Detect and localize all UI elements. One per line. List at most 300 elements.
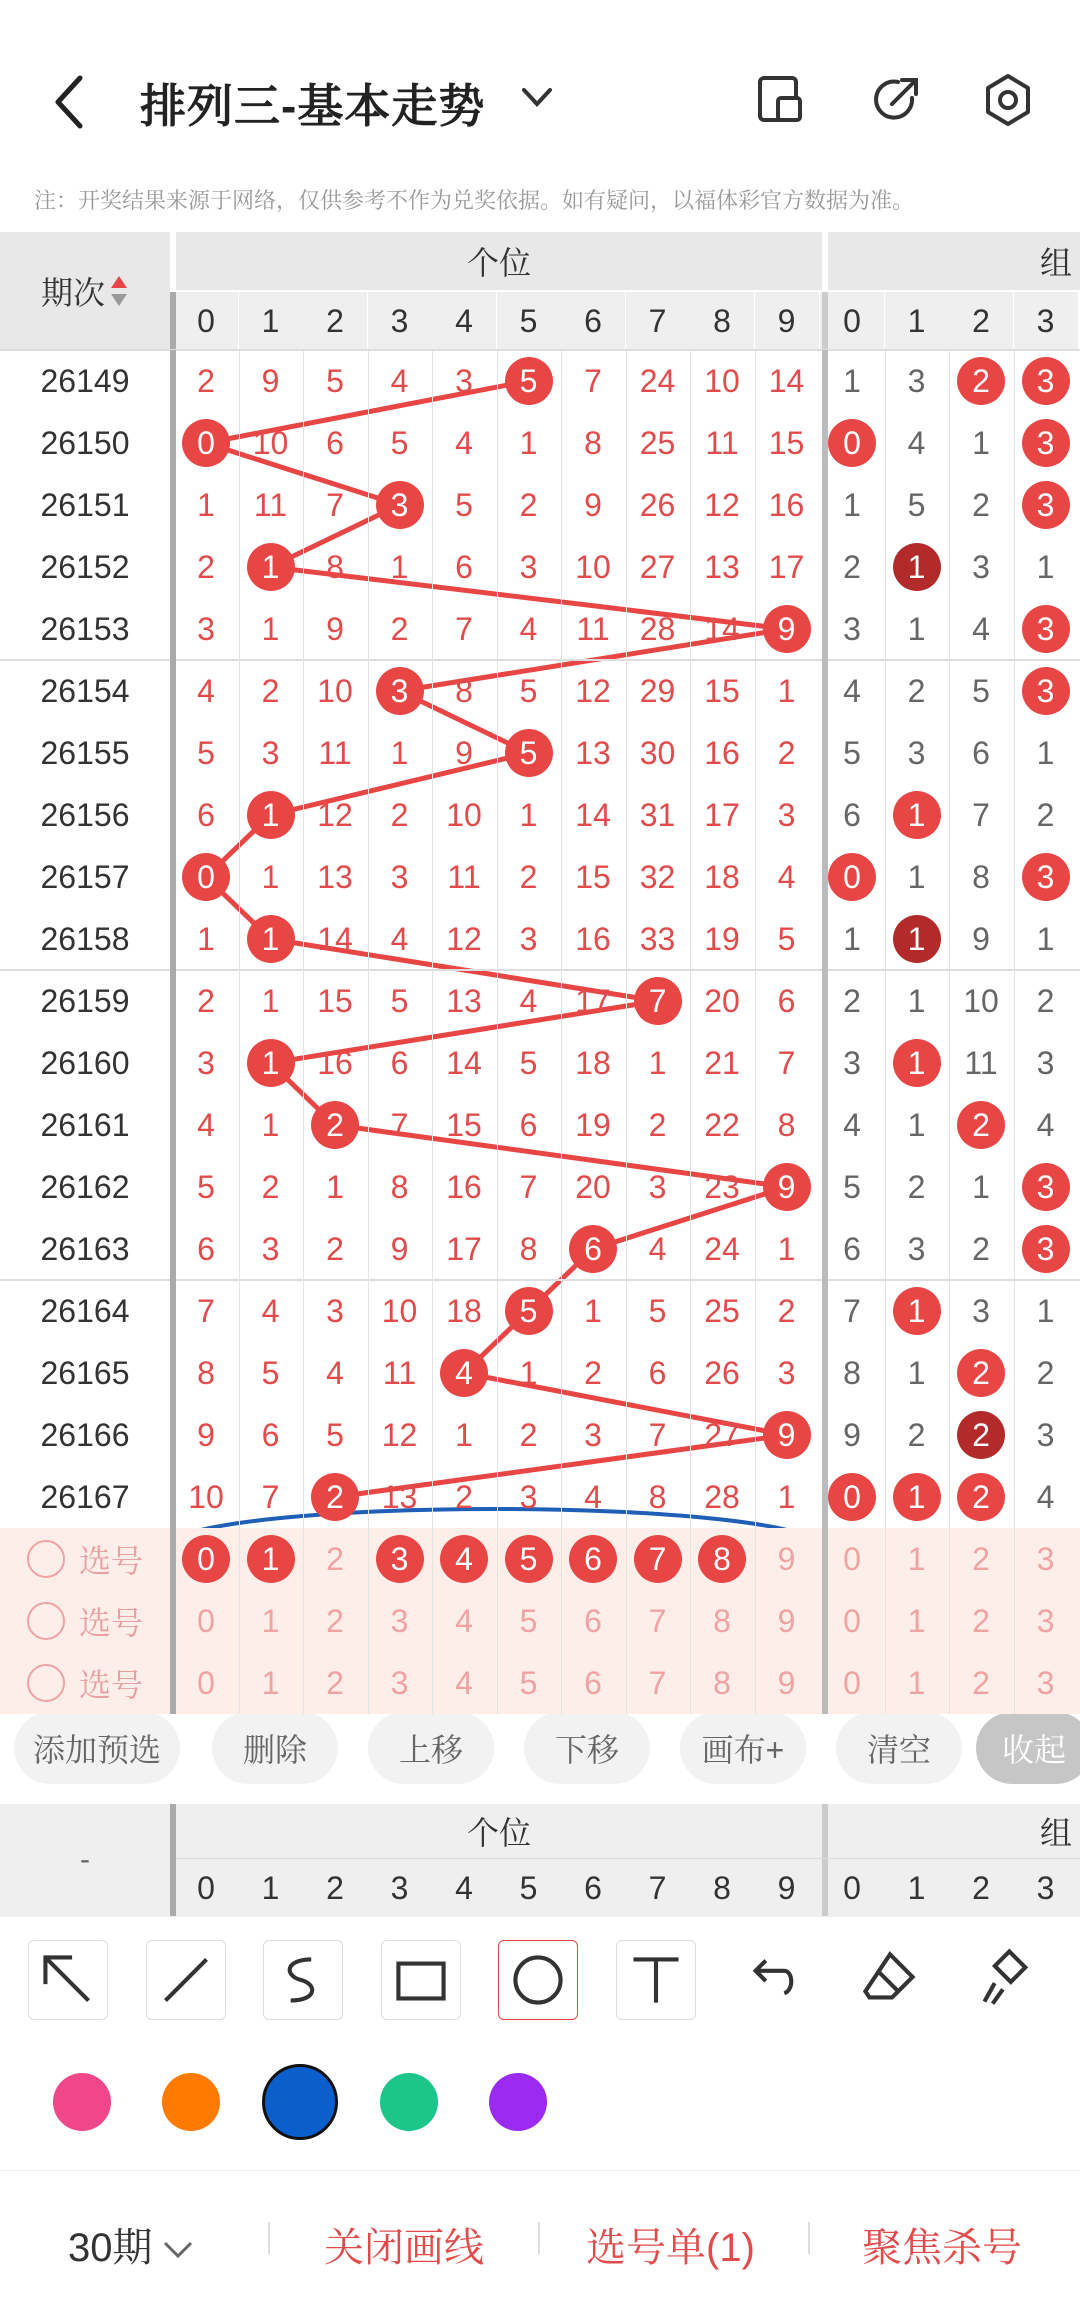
miss-count: 9: [390, 1230, 409, 1267]
selected-digit-ball[interactable]: 3: [376, 1535, 424, 1583]
select-digit[interactable]: 6: [584, 1664, 602, 1701]
miss-count: 3: [777, 796, 796, 833]
select-digit[interactable]: 0: [197, 1602, 215, 1639]
data-notice: 注：开奖结果来源于网络，仅供参考不作为兑奖依据。如有疑问，以福体彩官方数据为准。: [34, 188, 915, 213]
hit-ball: 1: [893, 915, 941, 963]
miss-count: 7: [584, 362, 602, 399]
select-digit[interactable]: 0: [843, 1602, 861, 1639]
miss-count: 3: [843, 1044, 861, 1081]
hit-ball: 9: [763, 605, 811, 653]
miss-count: 2: [455, 1478, 473, 1515]
hit-ball: 5: [505, 357, 553, 405]
radio-icon[interactable]: [27, 1602, 65, 1640]
period-number: 26149: [40, 362, 130, 399]
miss-count: 1: [1036, 548, 1055, 585]
next-digit-header: 0: [820, 292, 884, 350]
miss-count: 16: [575, 920, 611, 957]
miss-count: 9: [197, 1416, 215, 1453]
selected-digit-ball[interactable]: 7: [634, 1535, 682, 1583]
miss-count: 14: [704, 610, 740, 647]
period-header[interactable]: [0, 232, 170, 350]
curve-icon: [264, 1941, 342, 2019]
chevron-down-icon: [161, 2239, 195, 2261]
hit-ball: 5: [505, 1287, 553, 1335]
rectangle-tool[interactable]: [381, 1940, 461, 2020]
miss-count: 3: [907, 1230, 926, 1267]
miss-count: 1: [972, 424, 990, 461]
period-number: 26156: [40, 796, 130, 833]
select-digit[interactable]: 4: [455, 1664, 473, 1701]
mini-digit-header: 6: [561, 1860, 625, 1916]
miss-count: 10: [252, 424, 289, 461]
miss-count: 7: [326, 486, 344, 523]
miss-count: 1: [455, 1416, 473, 1453]
rectangle-icon: [382, 1941, 460, 2019]
miss-count: 10: [704, 362, 740, 399]
miss-count: 19: [575, 1106, 611, 1143]
miss-count: 6: [648, 1354, 667, 1391]
miss-count: 4: [1036, 1478, 1055, 1515]
miss-count: 9: [326, 610, 344, 647]
select-digit[interactable]: 8: [713, 1602, 731, 1639]
miss-count: 1: [519, 796, 538, 833]
miss-count: 20: [575, 1168, 611, 1205]
miss-count: 2: [777, 734, 796, 771]
select-digit[interactable]: 1: [907, 1664, 926, 1701]
miss-count: 4: [390, 362, 409, 399]
digit-header: 7: [626, 292, 690, 350]
select-digit[interactable]: 0: [197, 1664, 215, 1701]
mini-digit-header: 7: [626, 1860, 690, 1916]
miss-count: 1: [584, 1292, 602, 1329]
hit-ball: 1: [893, 543, 941, 591]
miss-count: 2: [519, 1416, 538, 1453]
digit-header: 5: [497, 292, 561, 350]
miss-count: 20: [704, 982, 740, 1019]
circle-tool[interactable]: [498, 1940, 578, 2020]
miss-count: 4: [197, 1106, 215, 1143]
layout-icon[interactable]: [752, 72, 808, 128]
miss-count: 15: [704, 672, 740, 709]
miss-count: 9: [584, 486, 602, 523]
selected-digit-ball[interactable]: 1: [247, 1535, 295, 1583]
select-digit[interactable]: 2: [326, 1664, 344, 1701]
period-number: 26157: [40, 858, 130, 895]
miss-count: 5: [261, 1354, 280, 1391]
miss-count: 1: [390, 734, 409, 771]
period-number: 26152: [40, 548, 130, 585]
select-digit[interactable]: 1: [907, 1602, 926, 1639]
miss-count: 25: [704, 1292, 740, 1329]
hit-ball: 1: [247, 543, 295, 591]
miss-count: 12: [704, 486, 740, 523]
mini-ones-header: 个位: [466, 1815, 531, 1851]
chevron-down-icon[interactable]: [520, 82, 554, 112]
miss-count: 7: [519, 1168, 538, 1205]
miss-count: 4: [519, 982, 538, 1019]
hit-ball: 1: [893, 791, 941, 839]
color-swatch[interactable]: [262, 2064, 338, 2140]
miss-count: 13: [446, 982, 482, 1019]
miss-count: 1: [197, 486, 215, 523]
hit-ball: 3: [1022, 853, 1070, 901]
miss-count: 11: [318, 734, 352, 771]
miss-count: 31: [639, 796, 676, 833]
miss-count: 1: [261, 858, 280, 895]
selected-digit-ball[interactable]: 4: [440, 1535, 488, 1583]
miss-count: 6: [455, 548, 473, 585]
select-digit[interactable]: 3: [1036, 1664, 1055, 1701]
mini-digit-header: 8: [690, 1860, 754, 1916]
select-digit[interactable]: 3: [390, 1664, 409, 1701]
select-row[interactable]: [0, 1652, 170, 1714]
miss-count: 1: [1036, 1292, 1055, 1329]
period-number: 26155: [40, 734, 130, 771]
miss-count: 3: [261, 734, 280, 771]
miss-count: 1: [648, 1044, 667, 1081]
select-digit[interactable]: 2: [326, 1540, 344, 1577]
miss-count: 14: [768, 362, 805, 399]
miss-count: 2: [519, 858, 538, 895]
select-digit[interactable]: 5: [519, 1602, 538, 1639]
miss-count: 15: [768, 424, 805, 461]
hit-ball: 0: [828, 853, 876, 901]
miss-count: 4: [326, 1354, 344, 1391]
miss-count: 3: [972, 548, 990, 585]
miss-count: 5: [197, 1168, 215, 1205]
hit-ball: 3: [1022, 357, 1070, 405]
period-number: 26150: [40, 424, 130, 461]
eraser-tool[interactable]: [851, 1940, 931, 2020]
hit-ball: 4: [440, 1349, 488, 1397]
miss-count: 5: [907, 486, 926, 523]
miss-count: 11: [964, 1044, 998, 1081]
focus-kill-button[interactable]: 聚焦杀号: [862, 2226, 1022, 2270]
select-digit[interactable]: 3: [1036, 1602, 1055, 1639]
collapse-button[interactable]: 收起: [976, 1712, 1080, 1784]
miss-count: 3: [1036, 1416, 1055, 1453]
undo-icon: [733, 1940, 811, 2018]
miss-count: 2: [261, 1168, 280, 1205]
miss-count: 2: [972, 1230, 990, 1267]
miss-count: 4: [648, 1230, 667, 1267]
hit-ball: 3: [1022, 1225, 1070, 1273]
select-digit[interactable]: 2: [972, 1540, 990, 1577]
mini-digit-header: 9: [755, 1860, 819, 1916]
digit-header: 8: [690, 292, 754, 350]
mini-next-header: 组: [1039, 1815, 1072, 1851]
miss-count: 16: [317, 1044, 353, 1081]
miss-count: 3: [390, 858, 409, 895]
miss-count: 3: [777, 1354, 796, 1391]
miss-count: 5: [648, 1292, 667, 1329]
miss-count: 18: [704, 858, 740, 895]
miss-count: 4: [777, 858, 796, 895]
miss-count: 1: [261, 982, 280, 1019]
miss-count: 27: [704, 1416, 740, 1453]
miss-count: 1: [843, 362, 861, 399]
miss-count: 4: [455, 424, 473, 461]
mini-digit-header: 4: [432, 1860, 496, 1916]
radio-icon[interactable]: [27, 1664, 65, 1702]
miss-count: 10: [446, 796, 482, 833]
miss-count: 15: [446, 1106, 482, 1143]
select-digit[interactable]: 1: [261, 1602, 280, 1639]
miss-count: 26: [639, 486, 676, 523]
select-digit[interactable]: 7: [648, 1664, 667, 1701]
select-row[interactable]: [0, 1528, 170, 1590]
clear-brush-icon: [968, 1940, 1046, 2018]
hit-ball: 2: [957, 357, 1005, 405]
miss-count: 3: [326, 1292, 344, 1329]
miss-count: 8: [390, 1168, 409, 1205]
select-digit[interactable]: 2: [326, 1602, 344, 1639]
miss-count: 5: [519, 1044, 538, 1081]
miss-count: 1: [197, 920, 215, 957]
hit-ball: 1: [247, 791, 295, 839]
miss-count: 12: [381, 1416, 418, 1453]
hit-ball: 3: [1022, 419, 1070, 467]
miss-count: 9: [261, 362, 280, 399]
period-number: 26158: [40, 920, 130, 957]
mini-digit-header: 1: [885, 1860, 949, 1916]
select-digit[interactable]: 0: [843, 1664, 861, 1701]
mini-digit-header: 1: [239, 1860, 303, 1916]
line-icon: [147, 1941, 225, 2019]
radio-icon[interactable]: [27, 1540, 65, 1578]
digit-header: 0: [174, 292, 238, 350]
miss-count: 4: [843, 672, 861, 709]
miss-count: 11: [253, 486, 288, 523]
miss-count: 16: [768, 486, 805, 523]
clear-button[interactable]: 清空: [836, 1712, 962, 1784]
miss-count: 7: [197, 1292, 215, 1329]
mini-digit-header: 5: [497, 1860, 561, 1916]
digit-header: 1: [239, 292, 303, 350]
ones-group-header: 个位: [176, 232, 822, 290]
next-digit-header: 2: [949, 292, 1013, 350]
hit-ball: 2: [311, 1101, 359, 1149]
select-digit[interactable]: 7: [648, 1602, 667, 1639]
eraser-icon: [851, 1940, 929, 2018]
selected-digit-ball[interactable]: 5: [505, 1535, 553, 1583]
hit-ball: 3: [1022, 481, 1070, 529]
miss-count: 7: [972, 796, 990, 833]
miss-count: 2: [777, 1292, 796, 1329]
color-swatch[interactable]: [380, 2073, 438, 2131]
miss-count: 8: [326, 548, 344, 585]
miss-count: 2: [907, 1416, 926, 1453]
miss-count: 2: [197, 548, 215, 585]
move-up-button[interactable]: 上移: [368, 1712, 494, 1784]
select-digit[interactable]: 3: [1036, 1540, 1055, 1577]
miss-count: 7: [843, 1292, 861, 1329]
miss-count: 1: [972, 1168, 990, 1205]
miss-count: 11: [447, 858, 481, 895]
selected-digit-ball[interactable]: 6: [569, 1535, 617, 1583]
miss-count: 3: [1036, 1044, 1055, 1081]
text-tool[interactable]: [616, 1940, 696, 2020]
select-digit[interactable]: 8: [713, 1664, 731, 1701]
header-divider: [822, 1804, 828, 1916]
miss-count: 30: [639, 734, 676, 771]
period-count-select[interactable]: [68, 2216, 195, 2273]
select-digit[interactable]: 5: [519, 1664, 538, 1701]
move-down-button[interactable]: 下移: [524, 1712, 650, 1784]
clear-brush-tool[interactable]: [968, 1940, 1048, 2020]
select-digit[interactable]: 9: [777, 1602, 796, 1639]
miss-count: 1: [261, 1106, 280, 1143]
miss-count: 7: [390, 1106, 409, 1143]
miss-count: 7: [648, 1416, 667, 1453]
share-icon[interactable]: [868, 72, 924, 128]
miss-count: 2: [390, 610, 409, 647]
select-digit[interactable]: 1: [907, 1540, 926, 1577]
hit-ball: 1: [247, 1039, 295, 1087]
hit-ball: 2: [957, 1101, 1005, 1149]
miss-count: 21: [704, 1044, 740, 1081]
pick-list-button[interactable]: 选号单(1): [586, 2226, 755, 2270]
select-label: 选号: [78, 1543, 143, 1579]
hit-ball: 3: [376, 667, 424, 715]
header-divider: [176, 1858, 1080, 1859]
miss-count: 13: [381, 1478, 418, 1515]
miss-count: 4: [907, 424, 926, 461]
selected-digit-ball[interactable]: 8: [698, 1535, 746, 1583]
miss-count: 13: [317, 858, 353, 895]
select-row[interactable]: [0, 1590, 170, 1652]
digit-header: 9: [755, 292, 819, 350]
miss-count: 6: [390, 1044, 409, 1081]
miss-count: 6: [261, 1416, 280, 1453]
add-preselect-button[interactable]: 添加预选: [14, 1712, 180, 1784]
miss-count: 10: [575, 548, 611, 585]
select-digit[interactable]: 6: [584, 1602, 602, 1639]
miss-count: 5: [455, 486, 473, 523]
miss-count: 1: [907, 982, 926, 1019]
digit-header: 3: [368, 292, 432, 350]
miss-count: 8: [843, 1354, 861, 1391]
miss-count: 24: [639, 362, 676, 399]
delete-button[interactable]: 删除: [212, 1712, 338, 1784]
header-divider: [170, 1804, 176, 1916]
miss-count: 2: [197, 362, 215, 399]
period-count-label: 30期: [68, 2226, 153, 2270]
period-number: 26151: [40, 486, 130, 523]
miss-count: 4: [519, 610, 538, 647]
miss-count: 1: [907, 610, 926, 647]
mini-digit-header: 3: [368, 1860, 432, 1916]
miss-count: 10: [381, 1292, 418, 1329]
miss-count: 6: [843, 1230, 861, 1267]
color-swatch[interactable]: [53, 2073, 111, 2131]
miss-count: 2: [907, 672, 926, 709]
select-digit[interactable]: 2: [972, 1664, 990, 1701]
hit-ball: 1: [893, 1039, 941, 1087]
miss-count: 1: [907, 1106, 926, 1143]
canvas-plus-button[interactable]: 画布+: [680, 1712, 806, 1784]
period-number: 26153: [40, 610, 130, 647]
miss-count: 18: [575, 1044, 611, 1081]
miss-count: 1: [777, 672, 796, 709]
hit-ball: 6: [569, 1225, 617, 1273]
hit-ball: 3: [1022, 1163, 1070, 1211]
back-icon[interactable]: [50, 72, 90, 132]
miss-count: 7: [777, 1044, 796, 1081]
miss-count: 1: [907, 858, 926, 895]
settings-icon[interactable]: [980, 72, 1036, 128]
miss-count: 4: [843, 1106, 861, 1143]
miss-count: 16: [446, 1168, 482, 1205]
mini-digit-header: 2: [949, 1860, 1013, 1916]
selected-digit-ball[interactable]: 0: [182, 1535, 230, 1583]
miss-count: 3: [843, 610, 861, 647]
miss-count: 32: [639, 858, 676, 895]
period-number: 26164: [40, 1292, 130, 1329]
hit-ball: 1: [247, 915, 295, 963]
select-digit[interactable]: 4: [455, 1602, 473, 1639]
miss-count: 2: [1036, 982, 1055, 1019]
hit-ball: 3: [1022, 667, 1070, 715]
select-digit[interactable]: 2: [972, 1602, 990, 1639]
miss-count: 11: [576, 610, 610, 647]
select-digit[interactable]: 9: [777, 1540, 796, 1577]
miss-count: 7: [261, 1478, 280, 1515]
arrow-tool[interactable]: [28, 1940, 108, 2020]
hit-ball: 2: [957, 1411, 1005, 1459]
page-title[interactable]: 排列三-基本走势: [140, 80, 486, 132]
line-tool[interactable]: [146, 1940, 226, 2020]
miss-count: 1: [1036, 920, 1055, 957]
hit-ball: 2: [311, 1473, 359, 1521]
hit-ball: 1: [893, 1287, 941, 1335]
select-digit[interactable]: 0: [843, 1540, 861, 1577]
curve-tool[interactable]: [263, 1940, 343, 2020]
miss-count: 10: [963, 982, 999, 1019]
miss-count: 23: [704, 1168, 740, 1205]
miss-count: 8: [972, 858, 990, 895]
miss-count: 1: [843, 920, 861, 957]
period-number: 26167: [40, 1478, 130, 1515]
color-swatch[interactable]: [162, 2073, 220, 2131]
miss-count: 4: [390, 920, 409, 957]
miss-count: 8: [777, 1106, 796, 1143]
miss-count: 1: [777, 1478, 796, 1515]
miss-count: 2: [326, 1230, 344, 1267]
miss-count: 4: [261, 1292, 280, 1329]
miss-count: 5: [843, 734, 861, 771]
select-digit[interactable]: 9: [777, 1664, 796, 1701]
miss-count: 9: [972, 920, 990, 957]
miss-count: 3: [584, 1416, 602, 1453]
miss-count: 6: [972, 734, 990, 771]
miss-count: 3: [648, 1168, 667, 1205]
hit-ball: 0: [828, 419, 876, 467]
color-swatch[interactable]: [489, 2073, 547, 2131]
miss-count: 8: [584, 424, 602, 461]
miss-count: 10: [317, 672, 353, 709]
select-digit[interactable]: 3: [390, 1602, 409, 1639]
hit-ball: 0: [182, 419, 230, 467]
hit-ball: 5: [505, 729, 553, 777]
period-number: 26165: [40, 1354, 130, 1391]
miss-count: 2: [584, 1354, 602, 1391]
select-label: 选号: [78, 1605, 143, 1641]
close-line-button[interactable]: 关闭画线: [324, 2226, 484, 2270]
undo-tool[interactable]: [733, 1940, 813, 2020]
select-digit[interactable]: 1: [261, 1664, 280, 1701]
miss-count: 7: [455, 610, 473, 647]
